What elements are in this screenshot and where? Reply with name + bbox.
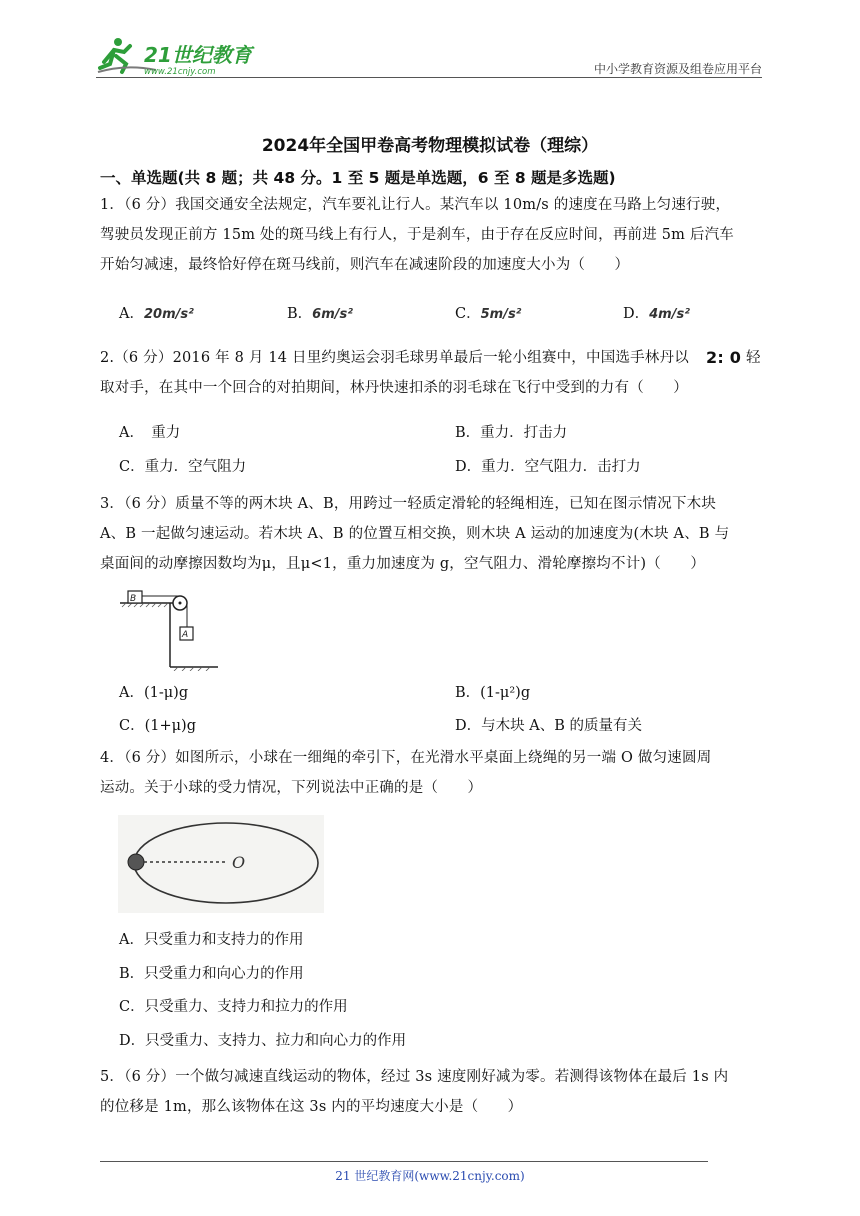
option-d: D．4m/s² <box>623 306 690 322</box>
question-line: 2.（6 分）2016 年 8 月 14 日里约奥运会羽毛球男单最后一轮小组赛中，中国选手林丹以 2: 0 轻 <box>100 343 762 373</box>
logo-url: www.21cnjy.com <box>144 67 216 77</box>
question-line: 5．（6 分）一个做匀减速直线运动的物体，经过 3s 速度刚好减为零。若测得该物体在最后 1s 内 <box>100 1069 729 1085</box>
section-heading: 一、单选题(共 8 题；共 48 分。1 至 5 题是单选题，6 至 8 题是多选题) <box>100 169 616 187</box>
option-a: A． 重力 <box>119 425 181 441</box>
footer-divider <box>100 1161 708 1162</box>
option-b: B．重力．打击力 <box>455 425 568 441</box>
block-b-label: B <box>130 594 137 604</box>
platform-name: 中小学教育资源及组卷应用平台 <box>593 62 762 76</box>
question-1 <box>100 190 762 280</box>
option-b: B．6m/s² <box>287 306 353 322</box>
option-b: B．(1-μ²)g <box>455 685 531 701</box>
question-line: 4．（6 分）如图所示，小球在一细绳的牵引下，在光滑水平桌面上绕绳的另一端 O 做匀速圆周 <box>100 750 712 766</box>
question-line: 1．（6 分）我国交通安全法规定，汽车要礼让行人。某汽车以 10m/s 的速度在马路上匀速行驶， <box>100 197 731 213</box>
option-a: A．只受重力和支持力的作用 <box>119 932 304 948</box>
block-a-label: A <box>182 630 189 640</box>
score-ratio: 2: 0 <box>706 348 742 367</box>
question-line: 取对手，在其中一个回合的对拍期间，林丹快速扣杀的羽毛球在飞行中受到的力有（ ） <box>100 380 688 396</box>
question-line: 的位移是 1m，那么该物体在这 3s 内的平均速度大小是（ ） <box>100 1099 523 1115</box>
formula-image: 5m/s² <box>480 307 522 322</box>
formula-image: 6m/s² <box>312 307 353 322</box>
option-d: D．只受重力、支持力、拉力和向心力的作用 <box>119 1033 407 1049</box>
question-line: 桌面间的动摩擦因数均为μ，且μ<1，重力加速度为 g，空气阻力、滑轮摩擦均不计)（ ） <box>100 556 706 572</box>
question-3 <box>100 489 762 579</box>
option-d: D．重力．空气阻力．击打力 <box>455 459 641 475</box>
option-a: A．(1-μ)g <box>119 685 189 701</box>
formula-image: 20m/s² <box>143 307 194 322</box>
question-line: 3．（6 分）质量不等的两木块 A、B，用跨过一轻质定滑轮的轻绳相连，已知在图示情况下木块 <box>100 496 717 512</box>
option-c: C．只受重力、支持力和拉力的作用 <box>119 999 348 1015</box>
option-d: D．与木块 A、B 的质量有关 <box>455 718 642 734</box>
question-line: A、B 一起做匀速运动。若木块 A、B 的位置互相交换，则木块 A 运动的加速度为(木块 A、B 与 <box>100 526 730 542</box>
option-c: C．5m/s² <box>455 306 522 322</box>
question-2 <box>100 343 762 403</box>
question-line: 开始匀减速，最终恰好停在斑马线前，则汽车在减速阶段的加速度大小为（ ） <box>100 257 630 273</box>
logo-text: 21世纪教育 <box>144 43 252 67</box>
question-5 <box>100 1062 762 1122</box>
site-logo <box>96 34 266 78</box>
option-b: B．只受重力和向心力的作用 <box>119 966 304 982</box>
option-a: A．20m/s² <box>119 306 194 322</box>
question-line: 运动。关于小球的受力情况，下列说法中正确的是（ ） <box>100 780 483 796</box>
footer-text: 21 世纪教育网(www.21cnjy.com) <box>335 1169 525 1183</box>
option-c: C．(1+μ)g <box>119 718 196 734</box>
center-o-label: O <box>232 853 246 872</box>
pulley-diagram <box>118 587 222 671</box>
question-line: 驾驶员发现正前方 15m 处的斑马线上有行人，于是刹车，由于存在反应时间，再前进 5m 后汽车 <box>100 227 735 243</box>
header-divider <box>96 77 762 78</box>
page-title: 2024年全国甲卷高考物理模拟试卷（理综） <box>261 136 599 156</box>
option-c: C．重力．空气阻力 <box>119 459 247 475</box>
formula-image: 4m/s² <box>649 307 690 322</box>
question-4 <box>100 743 762 803</box>
circular-motion-diagram <box>118 815 324 913</box>
